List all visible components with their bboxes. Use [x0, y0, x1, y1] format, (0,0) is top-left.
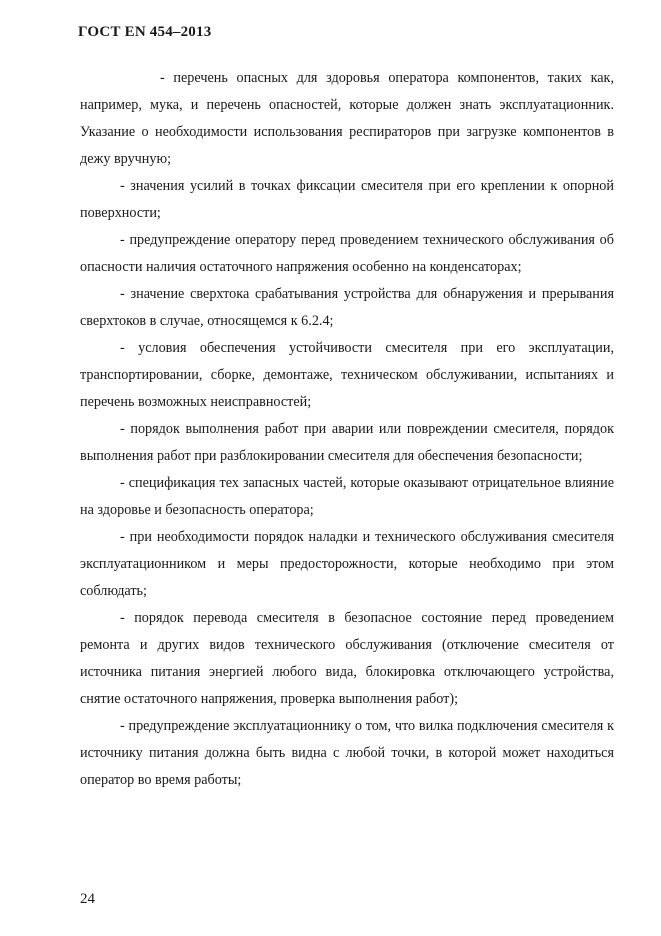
list-item: - значение сверхтока срабатывания устройства для обнаружения и прерывания сверхтоков в случае, относящемся к 6.2.4;	[80, 286, 614, 329]
page-number: 24	[80, 891, 95, 907]
list-item: - предупреждение эксплуатационнику о том, что вилка подключения смесителя к источнику питания должна быть видна с любой точки, в которой может находиться оператор во время работы;	[80, 718, 614, 788]
list-item: - перечень опасных для здоровья оператора компонентов, таких как, например, мука, и перечень опасностей, которые должен знать эксплуатационник. Указание о необходимости использования респираторов при загрузке компонентов в дежу вручную;	[80, 70, 614, 167]
list-item: - условия обеспечения устойчивости смесителя при его эксплуатации, транспортировании, сборке, демонтаже, техническом обслуживании, испытаниях и перечень возможных неисправностей;	[80, 340, 614, 410]
list-item: - спецификация тех запасных частей, которые оказывают отрицательное влияние на здоровье и безопасность оператора;	[80, 475, 614, 518]
list-item: - значения усилий в точках фиксации смесителя при его креплении к опорной поверхности;	[80, 178, 614, 221]
list-item: - порядок выполнения работ при аварии или повреждении смесителя, порядок выполнения работ при разблокировании смесителя для обеспечения безопасности;	[80, 421, 614, 464]
list-item: - при необходимости порядок наладки и технического обслуживания смесителя эксплуатационником и меры предосторожности, которые необходимо при этом соблюдать;	[80, 529, 614, 599]
document-header: ГОСТ EN 454–2013	[78, 24, 212, 40]
list-item: - предупреждение оператору перед проведением технического обслуживания об опасности наличия остаточного напряжения особенно на конденсаторах;	[80, 232, 614, 275]
document-body	[80, 65, 614, 794]
list-item: - порядок перевода смесителя в безопасное состояние перед проведением ремонта и других видов технического обслуживания (отключение смесителя от источника питания энергией любого вида, блокировка отключающего устройства, снятие остаточного напряжения, проверка выполнения работ);	[80, 610, 614, 707]
